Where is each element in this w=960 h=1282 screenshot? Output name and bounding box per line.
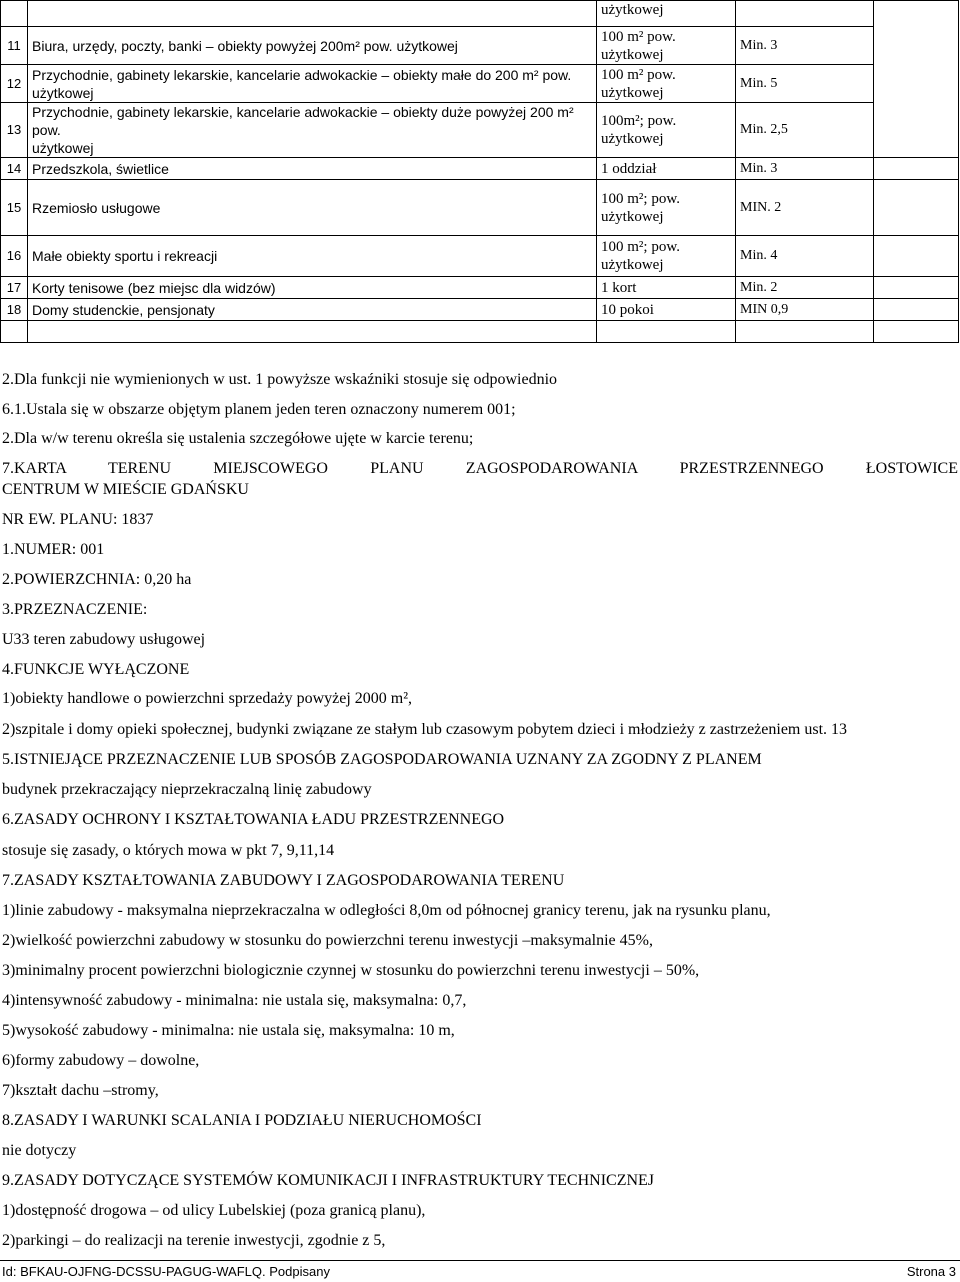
document-id: Id: BFKAU-OJFNG-DCSSU-PAGUG-WAFLQ. Podpisany xyxy=(2,1264,330,1279)
section-heading: 1.NUMER: 001 xyxy=(2,541,105,558)
table-cell-desc: Korty tenisowe (bez miejsc dla widzów) xyxy=(28,277,597,299)
text-line: budynek przekraczający nieprzekraczalną linię zabudowy xyxy=(2,781,372,798)
table-cell-desc: Małe obiekty sportu i rekreacji xyxy=(28,236,597,277)
table-row xyxy=(1,236,959,277)
table-cell-desc: Biura, urzędy, poczty, banki – obiekty powyżej 200m² pow. użytkowej xyxy=(28,27,597,65)
table-row xyxy=(1,277,959,299)
page-footer xyxy=(2,1263,956,1281)
plan-number: NR EW. PLANU: 1837 xyxy=(2,511,154,528)
table-cell-no: 12 xyxy=(1,65,28,103)
page-number: Strona 3 xyxy=(906,1264,956,1279)
table-row xyxy=(1,1,959,27)
table-cell-min: MIN 0,9 xyxy=(736,299,874,321)
text-line: 2.Dla w/w terenu określa się ustalenia szczegółowe ujęte w karcie terenu; xyxy=(2,430,474,447)
text-line: stosuje się zasady, o których mowa w pkt 7, 9,11,14 xyxy=(2,842,335,859)
text-line: 6.1.Ustala się w obszarze objętym planem jeden teren oznaczony numerem 001; xyxy=(2,401,516,418)
text-line: 1)linie zabudowy - maksymalna nieprzekraczalna w odległości 8,0m od północnej granicy terenu, jak na rysunku planu, xyxy=(2,902,771,919)
table-cell-no: 17 xyxy=(1,277,28,299)
footer-divider xyxy=(0,1260,960,1261)
card-title: 7.KARTA TERENU MIEJSCOWEGO PLANU ZAGOSPODAROWANIA PRZESTRZENNEGO ŁOSTOWICE xyxy=(2,460,958,477)
table-row xyxy=(1,103,959,158)
table-cell-min: Min. 2 xyxy=(736,277,874,299)
text-line: 3)minimalny procent powierzchni biologicznie czynnej w stosunku do powierzchni terenu inwestycji – 50%, xyxy=(2,962,700,979)
table-cell-no: 13 xyxy=(1,103,28,158)
section-heading: 4.FUNKCJE WYŁĄCZONE xyxy=(2,661,190,678)
table-row xyxy=(1,299,959,321)
table-cell-min: Min. 2,5 xyxy=(736,103,874,158)
table-cell-value: 100 m²; pow. użytkowej xyxy=(597,236,736,277)
text-line: 1)obiekty handlowe o powierzchni sprzedaży powyżej 2000 m², xyxy=(2,690,413,707)
table-cell-desc: Przychodnie, gabinety lekarskie, kancelarie adwokackie – obiekty małe do 200 m² pow. użytkowej xyxy=(28,65,597,103)
text-line: 2)wielkość powierzchni zabudowy w stosunku do powierzchni terenu inwestycji –maksymalnie 45%, xyxy=(2,932,653,949)
section-heading: 7.ZASADY KSZTAŁTOWANIA ZABUDOWY I ZAGOSPODAROWANIA TERENU xyxy=(2,872,565,889)
table-row xyxy=(1,158,959,180)
section-heading: 8.ZASADY I WARUNKI SCALANIA I PODZIAŁU NIERUCHOMOŚCI xyxy=(2,1112,482,1129)
table-row xyxy=(1,27,959,65)
table-cell-no: 15 xyxy=(1,180,28,236)
table-cell-value: 1 kort xyxy=(597,277,736,299)
section-heading: 6.ZASADY OCHRONY I KSZTAŁTOWANIA ŁADU PRZESTRZENNEGO xyxy=(2,811,505,828)
table-cell-desc: Rzemiosło usługowe xyxy=(28,180,597,236)
table-cell-no: 14 xyxy=(1,158,28,180)
table-cell-min: MIN. 2 xyxy=(736,180,874,236)
table-cell-value: użytkowej xyxy=(597,1,736,27)
text-line: 2)parkingi – do realizacji na terenie inwestycji, zgodnie z 5, xyxy=(2,1232,386,1249)
text-line: 7)kształt dachu –stromy, xyxy=(2,1082,159,1099)
table-cell-min: Min. 4 xyxy=(736,236,874,277)
section-heading: 2.POWIERZCHNIA: 0,20 ha xyxy=(2,571,192,588)
table-cell-min: Min. 3 xyxy=(736,27,874,65)
card-title-line2: CENTRUM W MIEŚCIE GDAŃSKU xyxy=(2,481,249,498)
table-cell-min: Min. 3 xyxy=(736,158,874,180)
text-line: U33 teren zabudowy usługowej xyxy=(2,631,206,648)
text-line: 2.Dla funkcji nie wymienionych w ust. 1 powyższe wskaźniki stosuje się odpowiednio xyxy=(2,371,558,388)
text-line: 2)szpitale i domy opieki społecznej, budynki związane ze stałym lub czasowym pobytem dzieci i młodzieży z zastrzeżeniem ust. 13 xyxy=(2,721,848,738)
table-row xyxy=(1,65,959,103)
table-row-empty xyxy=(1,321,959,343)
table-cell-value: 10 pokoi xyxy=(597,299,736,321)
table-cell-no: 11 xyxy=(1,27,28,65)
table-cell-no: 18 xyxy=(1,299,28,321)
table-cell-value: 100 m² pow. użytkowej xyxy=(597,27,736,65)
table-cell-no: 16 xyxy=(1,236,28,277)
table-cell-value: 100m²; pow. użytkowej xyxy=(597,103,736,158)
text-line: nie dotyczy xyxy=(2,1142,77,1159)
text-line: 6)formy zabudowy – dowolne, xyxy=(2,1052,200,1069)
text-line: 4)intensywność zabudowy - minimalna: nie ustala się, maksymalna: 0,7, xyxy=(2,992,467,1009)
table-cell-desc: Przychodnie, gabinety lekarskie, kancelarie adwokackie – obiekty duże powyżej 200 m² pow. użytkowej xyxy=(28,103,597,158)
text-line: 5)wysokość zabudowy - minimalna: nie ustala się, maksymalna: 10 m, xyxy=(2,1022,455,1039)
section-heading: 5.ISTNIEJĄCE PRZEZNACZENIE LUB SPOSÓB ZAGOSPODAROWANIA UZNANY ZA ZGODNY Z PLANEM xyxy=(2,751,762,768)
parking-table xyxy=(0,0,959,343)
section-heading: 3.PRZEZNACZENIE: xyxy=(2,601,148,618)
table-cell-min: Min. 5 xyxy=(736,65,874,103)
table-cell-desc: Domy studenckie, pensjonaty xyxy=(28,299,597,321)
table-cell-value: 100 m²; pow. użytkowej xyxy=(597,180,736,236)
table-cell-value: 1 oddział xyxy=(597,158,736,180)
table-cell-desc: Przedszkola, świetlice xyxy=(28,158,597,180)
table-cell-value: 100 m² pow. użytkowej xyxy=(597,65,736,103)
table-row xyxy=(1,180,959,236)
text-line: 1)dostępność drogowa – od ulicy Lubelskiej (poza granicą planu), xyxy=(2,1202,426,1219)
section-heading: 9.ZASADY DOTYCZĄCE SYSTEMÓW KOMUNIKACJI I INFRASTRUKTURY TECHNICZNEJ xyxy=(2,1172,655,1189)
